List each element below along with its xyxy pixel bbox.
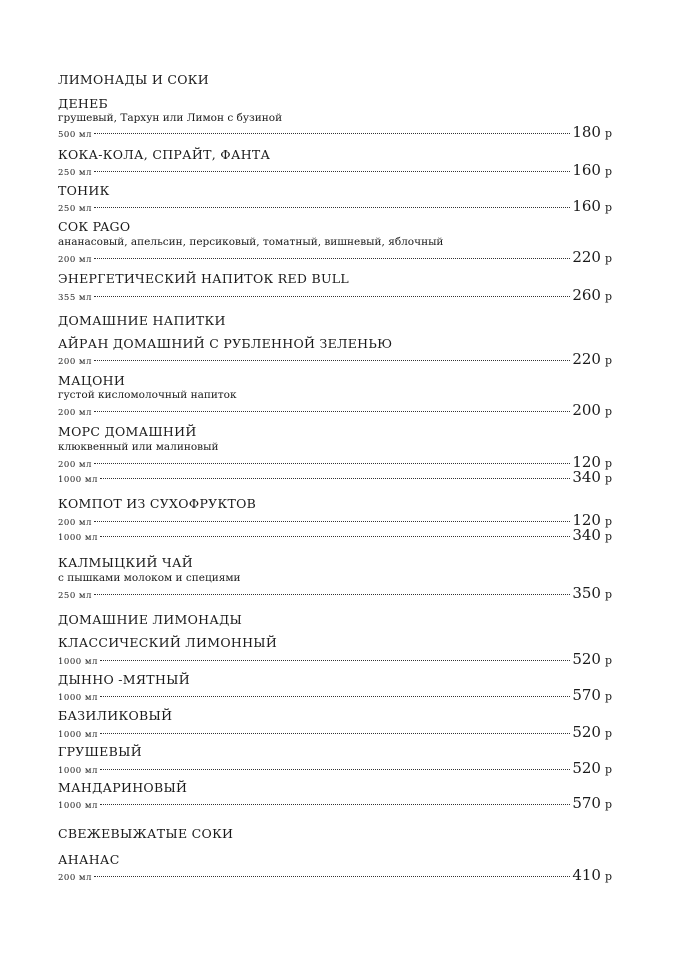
volume: 200 мл xyxy=(58,518,92,528)
price-row xyxy=(58,351,612,367)
price: 180 xyxy=(572,123,601,141)
dot-leader xyxy=(94,296,570,297)
price: 120 xyxy=(572,511,601,529)
volume: 1000 мл xyxy=(58,766,98,776)
currency: р xyxy=(604,127,612,140)
volume: 200 мл xyxy=(58,357,92,367)
currency: р xyxy=(604,870,612,883)
dot-leader xyxy=(94,411,570,412)
currency: р xyxy=(604,472,612,485)
volume: 200 мл xyxy=(58,408,92,418)
dot-leader xyxy=(94,594,570,595)
item-name: ДЕНЕБ xyxy=(58,96,108,111)
currency: р xyxy=(604,290,612,303)
currency: р xyxy=(604,763,612,776)
price-row xyxy=(58,162,612,178)
price-row xyxy=(58,512,612,528)
volume: 355 мл xyxy=(58,293,92,303)
price: 220 xyxy=(572,350,601,368)
price-row xyxy=(58,454,612,470)
price: 200 xyxy=(572,401,601,419)
volume: 250 мл xyxy=(58,204,92,214)
volume: 500 мл xyxy=(58,130,92,140)
dot-leader xyxy=(94,258,570,259)
dot-leader xyxy=(94,463,570,464)
item-name: АЙРАН ДОМАШНИЙ С РУБЛЕННОЙ ЗЕЛЕНЬЮ xyxy=(58,336,393,351)
currency: р xyxy=(604,588,612,601)
dot-leader xyxy=(100,733,570,734)
currency: р xyxy=(604,530,612,543)
volume: 250 мл xyxy=(58,168,92,178)
price: 570 xyxy=(572,686,601,704)
price-row xyxy=(58,867,612,883)
price-row xyxy=(58,287,612,303)
currency: р xyxy=(604,727,612,740)
currency: р xyxy=(604,405,612,418)
item-name: ГРУШЕВЫЙ xyxy=(58,744,142,759)
dot-leader xyxy=(100,478,570,479)
menu-page xyxy=(58,0,618,960)
dot-leader xyxy=(94,360,570,361)
dot-leader xyxy=(94,171,570,172)
price: 220 xyxy=(572,248,601,266)
currency: р xyxy=(604,165,612,178)
item-name: АНАНАС xyxy=(58,852,120,867)
currency: р xyxy=(604,252,612,265)
volume: 200 мл xyxy=(58,873,92,883)
item-description: с пышками молоком и специями xyxy=(58,572,241,584)
volume: 250 мл xyxy=(58,591,92,601)
currency: р xyxy=(604,515,612,528)
item-description: клюквенный или малиновый xyxy=(58,441,219,453)
price: 350 xyxy=(572,584,601,602)
price: 520 xyxy=(572,723,601,741)
dot-leader xyxy=(100,696,570,697)
dot-leader xyxy=(100,804,570,805)
dot-leader xyxy=(94,521,570,522)
currency: р xyxy=(604,654,612,667)
price-row xyxy=(58,585,612,601)
dot-leader xyxy=(94,876,570,877)
price-row xyxy=(58,724,612,740)
price-row xyxy=(58,527,612,543)
dot-leader xyxy=(100,660,570,661)
price: 520 xyxy=(572,650,601,668)
price-row xyxy=(58,249,612,265)
price: 160 xyxy=(572,197,601,215)
volume: 1000 мл xyxy=(58,730,98,740)
volume: 1000 мл xyxy=(58,533,98,543)
price: 260 xyxy=(572,286,601,304)
price-row xyxy=(58,651,612,667)
price-row xyxy=(58,687,612,703)
section-title: ДОМАШНИЕ НАПИТКИ xyxy=(58,313,226,328)
price-row xyxy=(58,760,612,776)
volume: 200 мл xyxy=(58,255,92,265)
volume: 1000 мл xyxy=(58,693,98,703)
price: 340 xyxy=(572,526,601,544)
volume: 1000 мл xyxy=(58,657,98,667)
price: 570 xyxy=(572,794,601,812)
item-name: БАЗИЛИКОВЫЙ xyxy=(58,708,173,723)
section-title: ЛИМОНАДЫ И СОКИ xyxy=(58,72,209,87)
item-description: ананасовый, апельсин, персиковый, томатный, вишневый, яблочный xyxy=(58,236,444,248)
item-name: МАЦОНИ xyxy=(58,373,126,388)
item-name: СОК PAGO xyxy=(58,219,131,234)
price-row xyxy=(58,124,612,140)
section-title: СВЕЖЕВЫЖАТЫЕ СОКИ xyxy=(58,826,234,841)
currency: р xyxy=(604,354,612,367)
price-row xyxy=(58,469,612,485)
item-name: КЛАССИЧЕСКИЙ ЛИМОННЫЙ xyxy=(58,635,278,650)
item-description: густой кисломолочный напиток xyxy=(58,389,237,401)
price: 410 xyxy=(572,866,601,884)
item-name: ЭНЕРГЕТИЧЕСКИЙ НАПИТОК RED BULL xyxy=(58,271,349,286)
item-name: ТОНИК xyxy=(58,183,110,198)
price: 160 xyxy=(572,161,601,179)
currency: р xyxy=(604,690,612,703)
price: 120 xyxy=(572,453,601,471)
item-name: МАНДАРИНОВЫЙ xyxy=(58,780,188,795)
item-name: ДЫННО -МЯТНЫЙ xyxy=(58,672,190,687)
currency: р xyxy=(604,457,612,470)
currency: р xyxy=(604,201,612,214)
price-row xyxy=(58,198,612,214)
dot-leader xyxy=(100,536,570,537)
item-name: КОКА-КОЛА, СПРАЙТ, ФАНТА xyxy=(58,147,271,162)
currency: р xyxy=(604,798,612,811)
item-name: МОРС ДОМАШНИЙ xyxy=(58,424,197,439)
item-name: КОМПОТ ИЗ СУХОФРУКТОВ xyxy=(58,496,257,511)
dot-leader xyxy=(94,207,570,208)
item-name: КАЛМЫЦКИЙ ЧАЙ xyxy=(58,555,193,570)
price: 520 xyxy=(572,759,601,777)
dot-leader xyxy=(94,133,570,134)
price: 340 xyxy=(572,468,601,486)
section-title: ДОМАШНИЕ ЛИМОНАДЫ xyxy=(58,612,243,627)
item-description: грушевый, Тархун или Лимон с бузиной xyxy=(58,112,283,124)
volume: 1000 мл xyxy=(58,801,98,811)
volume: 200 мл xyxy=(58,460,92,470)
price-row xyxy=(58,402,612,418)
price-row xyxy=(58,795,612,811)
dot-leader xyxy=(100,769,570,770)
volume: 1000 мл xyxy=(58,475,98,485)
